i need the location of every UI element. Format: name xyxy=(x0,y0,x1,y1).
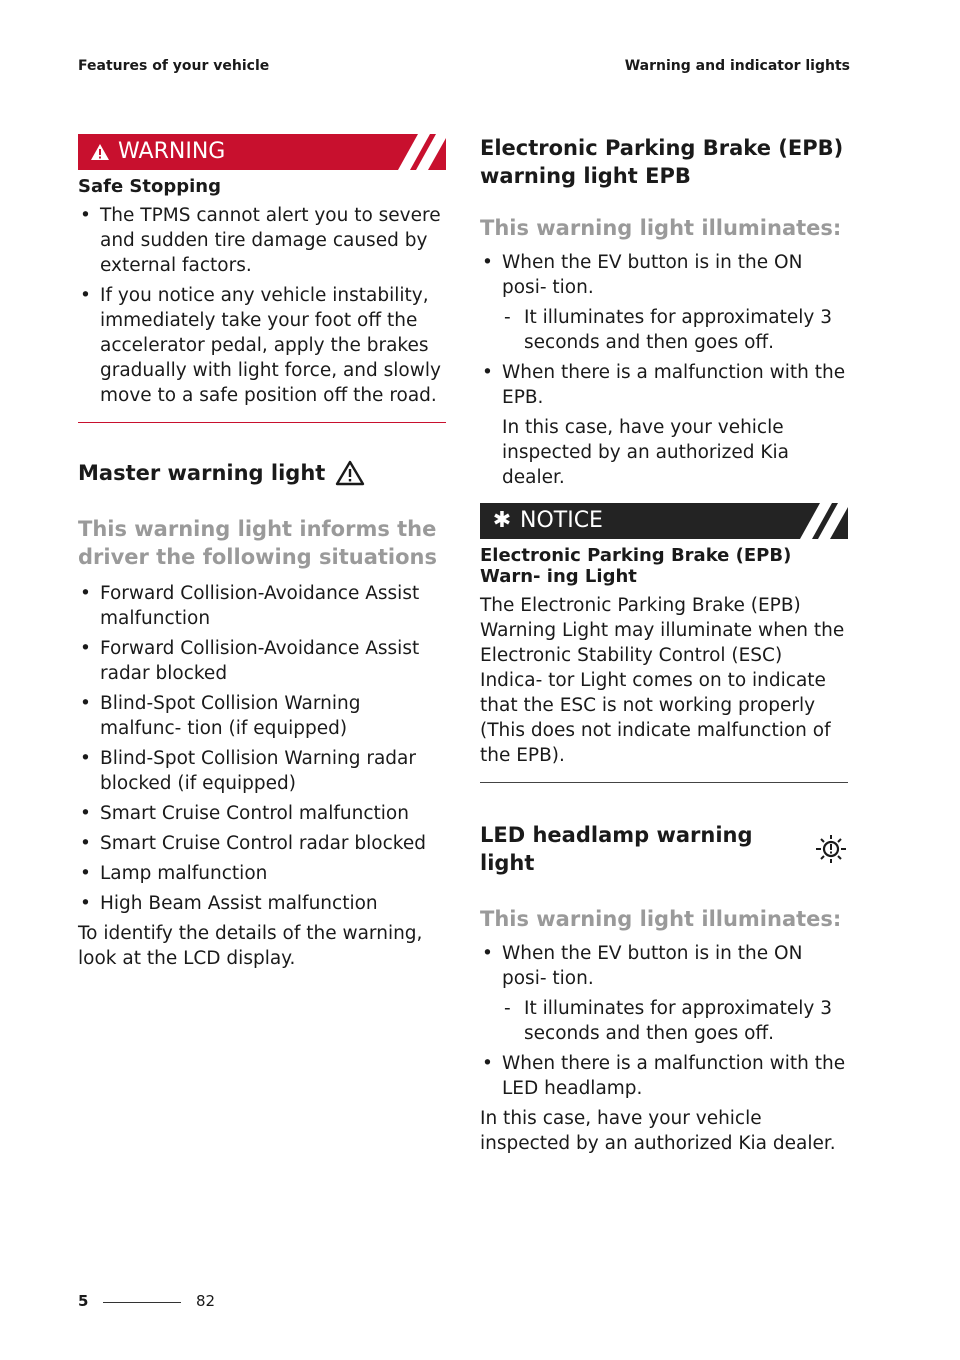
dash-mark: - xyxy=(504,307,511,328)
list-item xyxy=(480,360,848,410)
epb-item-1: When the EV button is in the ON posi- tion. xyxy=(502,252,803,298)
led-title: LED headlamp warning light xyxy=(480,823,753,875)
led-item-2: When there is a malfunction with the LED headlamp. xyxy=(502,1053,846,1099)
right-column xyxy=(480,134,848,1156)
master-warning-title: Master warning light xyxy=(78,461,326,485)
banner-slashes xyxy=(778,503,848,539)
master-warning-list xyxy=(78,581,446,916)
led-sub-item xyxy=(480,996,848,1046)
banner-slashes xyxy=(376,134,446,170)
list-item xyxy=(480,250,848,300)
led-footer: In this case, have your vehicle inspected by an authorized Kia dealer. xyxy=(480,1108,836,1154)
warning-triangle-icon xyxy=(88,134,112,170)
epb-sub-item-text: It illuminates for approximately 3 seconds and then goes off. xyxy=(524,307,833,353)
list-item: • The TPMS cannot alert you to severe and sudden tire damage caused by external factors. xyxy=(78,203,446,278)
asterisk-icon: ✱ xyxy=(492,508,512,533)
master-warning-subtitle: This warning light informs the driver the following situations xyxy=(78,517,437,569)
epb-subtitle: This warning light illuminates: xyxy=(480,216,842,240)
master-warning-heading xyxy=(78,459,446,487)
notice-title: Electronic Parking Brake (EPB) Warn- ing Light xyxy=(480,545,792,587)
notice-banner xyxy=(480,503,848,539)
led-list-2 xyxy=(480,1051,848,1101)
warning-list xyxy=(78,203,446,408)
epb-note: In this case, have your vehicle inspected by an authorized Kia dealer. xyxy=(502,417,790,488)
list-item: • Smart Cruise Control radar blocked xyxy=(78,831,446,856)
led-subtitle: This warning light illuminates: xyxy=(480,907,842,931)
notice-label: NOTICE xyxy=(520,508,603,533)
list-item: • Blind-Spot Collision Warning radar blocked (if equipped) xyxy=(78,746,446,796)
chapter-number: 5 xyxy=(78,1292,89,1310)
list-item: • Blind-Spot Collision Warning malfunc- tion (if equipped) xyxy=(78,691,446,741)
epb-title: Electronic Parking Brake (EPB) warning light EPB xyxy=(480,136,844,188)
master-warning-triangle-icon xyxy=(335,460,365,486)
header-chapter-title: Warning and indicator lights xyxy=(624,58,850,74)
master-warning-footer: To identify the details of the warning, look at the LCD display. xyxy=(78,923,423,969)
list-item: • If you notice any vehicle instability, immediately take your foot off the accelerator pedal, apply the brakes gradually with light force, and slowly move to a safe position off the road. xyxy=(78,283,446,408)
epb-list-2 xyxy=(480,360,848,410)
footer-divider xyxy=(103,1302,181,1303)
left-column xyxy=(78,134,446,971)
list-item: • Forward Collision-Avoidance Assist radar blocked xyxy=(78,636,446,686)
epb-sub-item xyxy=(480,305,848,355)
notice-text: The Electronic Parking Brake (EPB) Warning Light may illuminate when the Electronic Stability Control (ESC) Indica- tor Light comes on to indicate that the ESC is not working properly (This does not indicate malfunction of the EPB). xyxy=(480,595,845,766)
list-item xyxy=(480,1051,848,1101)
epb-list xyxy=(480,250,848,300)
led-item-1: When the EV button is in the ON posi- tion. xyxy=(502,943,803,989)
epb-item-2: When there is a malfunction with the EPB. xyxy=(502,362,846,408)
list-item: • Lamp malfunction xyxy=(78,861,446,886)
led-headlamp-warning-icon xyxy=(814,834,848,864)
list-item: • High Beam Assist malfunction xyxy=(78,891,446,916)
page-number: 82 xyxy=(196,1292,216,1310)
warning-banner xyxy=(78,134,446,170)
header-section-title: Features of your vehicle xyxy=(78,58,270,74)
warning-label: WARNING xyxy=(118,139,226,164)
list-item xyxy=(480,941,848,991)
led-heading xyxy=(480,821,848,877)
led-sub-item-text: It illuminates for approximately 3 seconds and then goes off. xyxy=(524,998,833,1044)
warning-title: Safe Stopping xyxy=(78,176,221,197)
led-list xyxy=(480,941,848,991)
list-item: • Smart Cruise Control malfunction xyxy=(78,801,446,826)
list-item: • Forward Collision-Avoidance Assist malfunction xyxy=(78,581,446,631)
dash-mark: - xyxy=(504,998,511,1019)
